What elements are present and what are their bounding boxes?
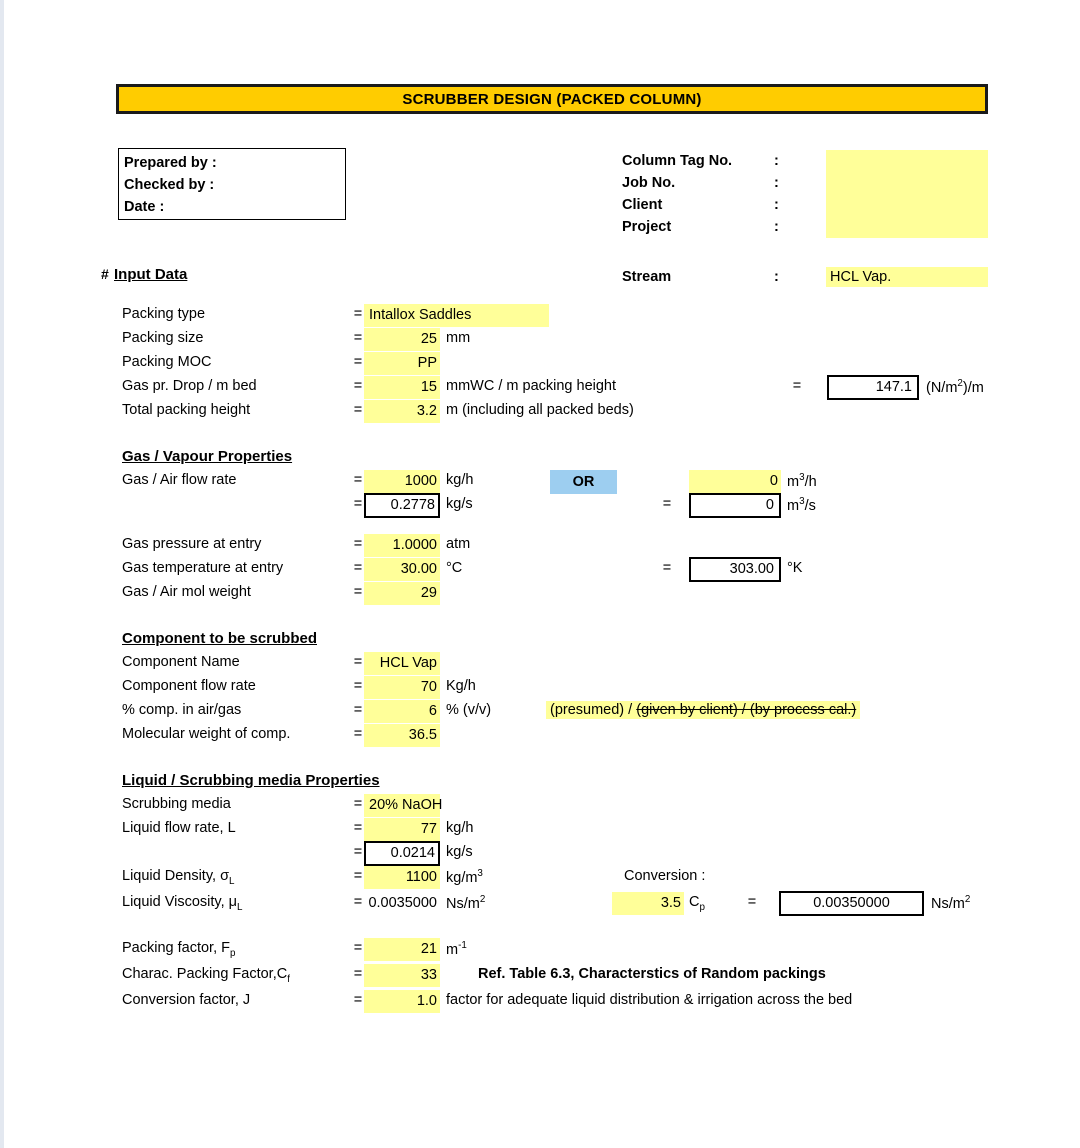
input-data-heading: Input Data [114, 266, 188, 283]
component-percentage-source-note: (presumed) / (given by client) / (by process cal.) [546, 701, 860, 719]
liquid-density-unit: $kg/m^3$ [446, 868, 483, 886]
gas-flow-kgs-value: 0.2778 [364, 493, 440, 518]
section-marker: # [101, 266, 109, 282]
row-liquid-flow-kgh [114, 818, 994, 842]
packing-factor-input[interactable]: 21 [364, 938, 440, 961]
scrubber-design-sheet [101, 84, 994, 1014]
equals-sign: = [353, 472, 363, 488]
packing-type-input[interactable]: Intallox Saddles [364, 304, 549, 327]
equals-sign: = [353, 402, 363, 418]
equals-sign: = [353, 354, 363, 370]
gas-pressure-unit: atm [446, 536, 471, 552]
equals-sign: = [353, 306, 363, 322]
component-section-heading-row [114, 628, 994, 652]
liquid-viscosity-label: Liquid Viscosity, $\mu_L$ [122, 894, 243, 913]
gas-flow-label: Gas / Air flow rate [122, 472, 237, 488]
row-gas-pressure-drop [114, 376, 994, 400]
job-no-label: Job No. [622, 175, 676, 191]
gas-pressure-input[interactable]: 1.0000 [364, 534, 440, 557]
checked-by-label: Checked by : [124, 177, 215, 193]
colon: : [774, 219, 779, 235]
row-gas-temperature [114, 558, 994, 582]
row-component-flow-rate [114, 676, 994, 700]
gas-flow-m3h-input[interactable]: 0 [689, 470, 781, 493]
conversion-label: Conversion : [624, 868, 706, 884]
equals-sign: = [353, 536, 363, 552]
viscosity-converted-value: 0.00350000 [779, 891, 924, 916]
equals-sign: = [792, 378, 802, 394]
pressure-drop-converted-unit: $(N/m^2)/m$ [926, 378, 984, 396]
conversion-factor-input[interactable]: 1.0 [364, 990, 440, 1013]
row-liquid-flow-kgs [114, 842, 994, 866]
packing-size-unit: mm [446, 330, 471, 346]
gas-pressure-label: Gas pressure at entry [122, 536, 262, 552]
equals-sign: = [353, 330, 363, 346]
conversion-factor-note: factor for adequate liquid distribution & irrigation across the bed [446, 992, 853, 1008]
gas-temperature-kelvin-value: 303.00 [689, 557, 781, 582]
date-label: Date : [124, 199, 165, 215]
equals-sign: = [353, 378, 363, 394]
row-charac-packing-factor [114, 964, 994, 990]
row-component-mol-weight [114, 724, 994, 748]
charac-packing-factor-label: Charac. Packing $Factor,C_f$ [122, 966, 290, 985]
equals-sign: = [747, 894, 757, 910]
equals-sign: = [353, 702, 363, 718]
total-packing-height-unit: m (including all packed beds) [446, 402, 634, 418]
equals-sign: = [353, 560, 363, 576]
stream-value-input[interactable]: HCL Vap. [826, 267, 988, 287]
component-mol-weight-label: Molecular weight of comp. [122, 726, 291, 742]
equals-sign: = [353, 940, 363, 956]
gas-flow-m3h-unit: $m^3/h$ [787, 472, 817, 490]
equals-sign: = [353, 966, 363, 982]
component-name-label: Component Name [122, 654, 240, 670]
gas-pressure-drop-unit: mmWC / m packing height [446, 378, 617, 394]
liquid-density-input[interactable]: 1100 [364, 866, 440, 889]
row-component-percentage [114, 700, 994, 724]
pressure-drop-converted-value: 147.1 [827, 375, 919, 400]
liquid-section-heading-row [114, 770, 994, 794]
equals-sign: = [353, 584, 363, 600]
liquid-flow-label: Liquid flow rate, L [122, 820, 236, 836]
liquid-flow-kgs-unit: kg/s [446, 844, 473, 860]
packing-size-label: Packing size [122, 330, 204, 346]
equals-sign: = [353, 654, 363, 670]
component-percentage-input[interactable]: 6 [364, 700, 440, 723]
equals-sign: = [353, 796, 363, 812]
component-flow-rate-input[interactable]: 70 [364, 676, 440, 699]
row-packing-size [114, 328, 994, 352]
input-data-heading-row [101, 266, 994, 296]
gas-temperature-kelvin-unit: °K [787, 560, 803, 576]
or-badge: OR [550, 470, 617, 494]
liquid-viscosity-value: 0.0035000 [368, 895, 437, 911]
header-fields [622, 150, 994, 238]
component-name-input[interactable]: HCL Vap [364, 652, 440, 675]
header-row-project [622, 216, 994, 238]
cp-unit: $C_p$ [689, 894, 705, 913]
gas-temperature-label: Gas temperature at entry [122, 560, 284, 576]
column-tag-label: Column Tag No. [622, 153, 733, 169]
charac-packing-factor-input[interactable]: 33 [364, 964, 440, 987]
colon: : [774, 153, 779, 169]
total-packing-height-label: Total packing height [122, 402, 251, 418]
header-row-column-tag [622, 150, 994, 172]
header-zone [114, 148, 994, 266]
colon: : [774, 197, 779, 213]
packing-factor-label: Packing factor, $F_p$ [122, 940, 236, 959]
row-liquid-viscosity [114, 892, 994, 922]
cp-value-input[interactable]: 3.5 [612, 892, 684, 915]
gas-mol-weight-label: Gas / Air mol weight [122, 584, 251, 600]
gas-pressure-drop-label: Gas pr. Drop / m bed [122, 378, 257, 394]
row-conversion-factor [114, 990, 994, 1014]
stream-row [622, 267, 988, 287]
project-label: Project [622, 219, 672, 235]
header-row-job-no [622, 172, 994, 194]
prepared-by-box [118, 148, 346, 220]
gas-flow-kgh-unit: kg/h [446, 472, 474, 488]
gas-section-heading-row [114, 446, 994, 470]
packing-moc-label: Packing MOC [122, 354, 212, 370]
row-component-name [114, 652, 994, 676]
row-packing-moc [114, 352, 994, 376]
row-packing-type [114, 304, 994, 328]
equals-sign: = [353, 844, 363, 860]
row-liquid-density [114, 866, 994, 892]
liquid-density-label: Liquid Density, $\sigma_L$ [122, 868, 235, 887]
scrubbing-media-input[interactable]: 20% NaOH [364, 794, 440, 817]
scrubbing-media-label: Scrubbing media [122, 796, 231, 812]
row-gas-flow-kgh [114, 470, 994, 494]
equals-sign: = [353, 868, 363, 884]
packing-size-input[interactable]: 25 [364, 328, 440, 351]
row-gas-flow-kgs [114, 494, 994, 518]
component-flow-rate-unit: Kg/h [446, 678, 476, 694]
equals-sign: = [662, 496, 672, 512]
viscosity-converted-unit: $Ns/m^2$ [931, 894, 971, 912]
liquid-flow-kgh-unit: kg/h [446, 820, 474, 836]
gas-section-heading: Gas / Vapour Properties [122, 448, 293, 465]
equals-sign: = [353, 496, 363, 512]
gas-flow-kgs-unit: kg/s [446, 496, 473, 512]
equals-sign: = [353, 894, 363, 910]
colon: : [774, 269, 779, 285]
sheet-title-bar [116, 84, 988, 114]
component-mol-weight-input[interactable]: 36.5 [364, 724, 440, 747]
liquid-viscosity-unit: $Ns/m^2$ [446, 894, 486, 912]
equals-sign: = [353, 992, 363, 1008]
equals-sign: = [353, 820, 363, 836]
row-gas-pressure [114, 534, 994, 558]
equals-sign: = [353, 726, 363, 742]
gas-flow-kgh-input[interactable]: 1000 [364, 470, 440, 493]
conversion-factor-label: Conversion factor, J [122, 992, 251, 1008]
liquid-flow-kgh-input[interactable]: 77 [364, 818, 440, 841]
header-row-client [622, 194, 994, 216]
packing-factor-unit: $m^{-1}$ [446, 940, 467, 958]
row-gas-mol-weight [114, 582, 994, 606]
total-packing-height-input[interactable]: 3.2 [364, 400, 440, 423]
gas-flow-m3s-unit: $m^3/s$ [787, 496, 816, 514]
page-title: SCRUBBER DESIGN (PACKED COLUMN) [402, 90, 702, 108]
packing-type-label: Packing type [122, 306, 206, 322]
gas-temperature-input[interactable]: 30.00 [364, 558, 440, 581]
component-percentage-label: % comp. in air/gas [122, 702, 242, 718]
component-flow-rate-label: Component flow rate [122, 678, 256, 694]
packing-rows [114, 304, 994, 424]
row-scrubbing-media [114, 794, 994, 818]
colon: : [774, 175, 779, 191]
equals-sign: = [662, 560, 672, 576]
row-packing-factor [114, 938, 994, 964]
component-section-heading: Component to be scrubbed [122, 630, 317, 647]
stream-label: Stream [622, 269, 672, 285]
liquid-flow-kgs-value: 0.0214 [364, 841, 440, 866]
row-total-packing-height [114, 400, 994, 424]
gas-pressure-drop-input[interactable]: 15 [364, 376, 440, 399]
gas-temperature-unit: °C [446, 560, 463, 576]
packing-moc-input[interactable]: PP [364, 352, 440, 375]
liquid-section-heading: Liquid / Scrubbing media Properties [122, 772, 380, 789]
equals-sign: = [353, 678, 363, 694]
client-label: Client [622, 197, 663, 213]
gas-mol-weight-input[interactable]: 29 [364, 582, 440, 605]
gas-flow-m3s-value: 0 [689, 493, 781, 518]
prepared-by-label: Prepared by : [124, 155, 217, 171]
component-percentage-unit: % (v/v) [446, 702, 492, 718]
charac-packing-factor-reference: Ref. Table 6.3, Characterstics of Random packings [478, 966, 826, 982]
